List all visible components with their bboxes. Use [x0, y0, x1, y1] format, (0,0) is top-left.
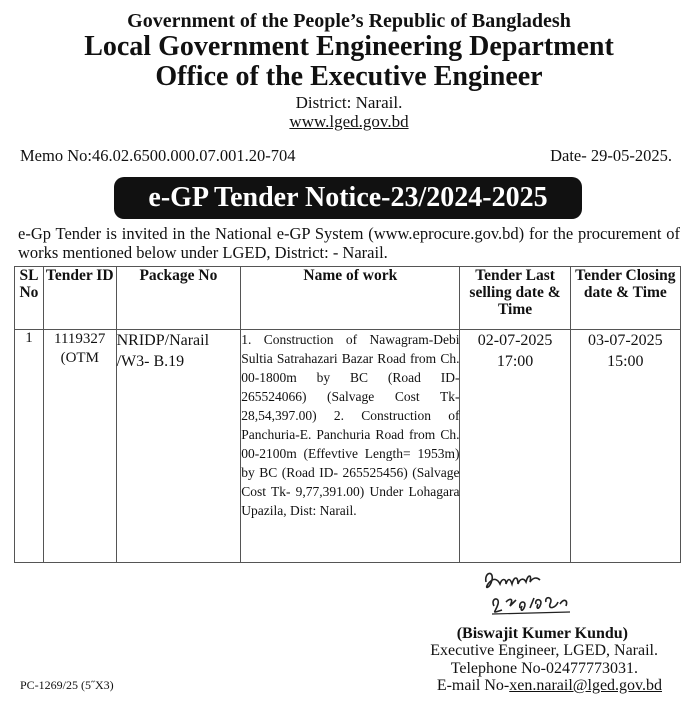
department-heading: Local Government Engineering Department	[84, 31, 614, 62]
header-package-no: Package No	[116, 267, 241, 330]
header-closing: Tender Closing date & Time	[570, 267, 680, 330]
last-selling-time: 17:00	[496, 353, 534, 370]
cell-name-of-work: 1. Construction of Nawagram-Debi Sultia Satrahazari Bazar Road from Ch. 00-1800m by BC (Road ID- 265524066) (Salvage Cost Tk- 28,54,397.00) 2. Construction of Panchuria-E. Panchuria Road from Ch. 00-2100m (Effevtive Length= 1953m) by BC (Road ID- 265525456) (Salvage Cost Tk- 9,77,391.00) Under Lohagara Upazila, Dist: Narail.	[241, 330, 460, 563]
pc-code: PC-1269/25 (5˝X3)	[20, 678, 114, 692]
last-selling-date: 02-07-2025	[477, 332, 553, 349]
cell-package-no: NRIDP/Narail /W3- B.19	[116, 330, 241, 563]
website-line	[0, 112, 698, 132]
header-name-of-work: Name of work	[241, 267, 460, 330]
memo-date: Date- 29-05-2025.	[550, 146, 672, 165]
signatory-email-line	[437, 677, 662, 695]
cell-tender-id: 1119327 (OTM	[43, 330, 116, 563]
signatory-name: (Biswajit Kumer Kundu)	[456, 625, 628, 642]
table-header-row	[15, 267, 681, 330]
closing-time: 15:00	[607, 353, 644, 370]
government-heading: Government of the People’s Republic of Bangladesh	[127, 10, 571, 32]
closing-date: 03-07-2025	[588, 332, 663, 349]
cell-sl: 1	[15, 330, 44, 563]
notice-title: e-GP Tender Notice-23/2024-2025	[114, 177, 582, 219]
memo-number: Memo No:46.02.6500.000.07.001.20-704	[20, 146, 296, 165]
cell-last-selling	[460, 330, 570, 563]
email-link[interactable]: xen.narail@lged.gov.bd	[509, 677, 662, 694]
district-line: District: Narail.	[295, 93, 403, 112]
cell-closing	[570, 330, 680, 563]
header-sl: SL No	[15, 267, 44, 330]
header-tender-id: Tender ID	[43, 267, 116, 330]
signatory-telephone: Telephone No-02477773031.	[450, 660, 638, 677]
tender-table	[14, 266, 681, 563]
intro-paragraph: e-Gp Tender is invited in the National e-GP System (www.eprocure.gov.bd) for the procurement of works mentioned below under LGED, District: - Narail.	[18, 224, 680, 262]
signatory-designation: Executive Engineer, LGED, Narail.	[430, 642, 658, 659]
email-label: E-mail No-	[436, 677, 510, 694]
office-heading: Office of the Executive Engineer	[155, 61, 543, 92]
header-last-selling: Tender Last selling date & Time	[460, 267, 570, 330]
table-row	[15, 330, 681, 563]
handwritten-signature	[480, 568, 580, 620]
website-link[interactable]: www.lged.gov.bd	[289, 112, 409, 131]
